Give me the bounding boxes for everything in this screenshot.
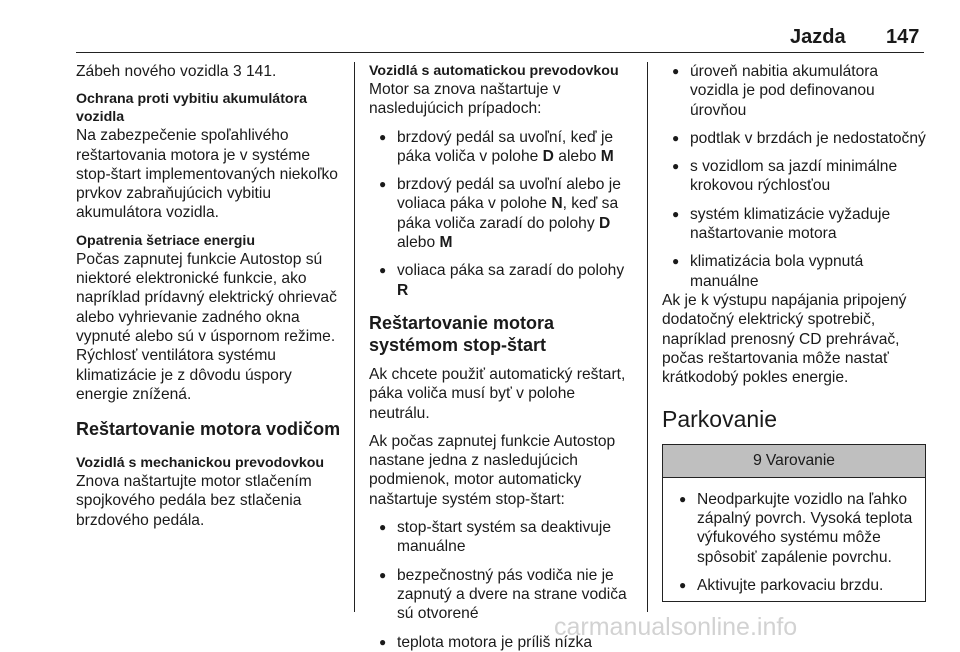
warning-icon: 9 xyxy=(753,452,762,470)
list-item: ● klimatizácia bola vypnutá manuálne xyxy=(662,252,930,291)
ref-arrow-icon: 3 xyxy=(232,63,242,80)
section-title: Jazda xyxy=(790,26,846,48)
subheading-battery: Ochrana proti vybitiu akumulátora vozidla xyxy=(76,91,307,126)
list-item: ● úroveň nabitia akumulátora vozidla je pod definovanou úrovňou xyxy=(662,62,930,120)
list-item: ● brzdový pedál sa uvoľní, keď je páka voliča v polohe D alebo M xyxy=(369,128,637,167)
list-item: ● teplota motora je príliš nízka xyxy=(369,633,637,652)
paragraph-power-drop: Ak je k výstupu napájania pripojený dodatočný elektrický spotrebič, napríklad prenosný CD prehrávač, počas reštartovania môže nastať krátkodobý pokles energie. xyxy=(662,291,907,387)
paragraph-intro: Motor sa znova naštartuje v nasledujúcich prípadoch: xyxy=(369,81,561,118)
paragraph-battery: Na zabezpečenie spoľahlivého reštartovania motora je v systéme stop-štart implementovaných niekoľko prvkov zabraňujúcich vybitiu akumulátora vozidla. xyxy=(76,127,338,222)
subheading-automatic: Vozidlá s automatickou prevodovkou xyxy=(369,63,619,79)
subheading-manual: Vozidlá s mechanickou prevodovkou xyxy=(76,455,325,472)
column-divider xyxy=(647,62,648,612)
restart-list-continued xyxy=(662,62,930,291)
page-number: 147 xyxy=(886,26,920,48)
list-item: ● s vozidlom sa jazdí minimálne krokovou rýchlosťou xyxy=(662,157,930,196)
chapter-title: Parkovanie xyxy=(662,406,778,433)
warning-title: Varovanie xyxy=(765,452,835,470)
warning-header xyxy=(663,445,925,477)
list-item: ● brzdový pedál sa uvoľní alebo je voliaca páka v polohe N, keď sa páka voliča zaradí do polohy D alebo M xyxy=(369,175,637,252)
warning-body xyxy=(663,478,925,601)
warning-box xyxy=(662,444,926,602)
paragraph-manual: Znova naštartujte motor stlačením spojkového pedála bez stlačenia brzdového pedála. xyxy=(76,473,312,529)
column-right xyxy=(662,62,930,602)
list-item: ● podtlak v brzdách je nedostatočný xyxy=(662,129,930,148)
header-rule xyxy=(76,52,924,53)
cross-reference xyxy=(76,62,344,81)
subheading-energy: Opatrenia šetriace energiu xyxy=(76,232,255,249)
list-item: ● systém klimatizácie vyžaduje naštartovanie motora xyxy=(662,205,930,244)
condition-list xyxy=(369,128,637,300)
list-item: ● Neodparkujte vozidlo na ľahko zápalný povrch. Vysoká teplota výfukového systému môže spôsobiť zapálenie povrchu. xyxy=(669,490,919,567)
column-middle xyxy=(369,62,637,652)
list-item: ● Aktivujte parkovaciu brzdu. xyxy=(669,576,919,595)
list-item: ● voliaca páka sa zaradí do polohy R xyxy=(369,261,637,300)
column-left xyxy=(76,62,344,530)
list-item: ● stop-štart systém sa deaktivuje manuálne xyxy=(369,518,637,557)
ref-text: Zábeh nového vozidla xyxy=(76,63,229,80)
list-item: ● bezpečnostný pás vodiča nie je zapnutý a dvere na strane vodiča sú otvorené xyxy=(369,566,637,624)
paragraph-conditions: Ak počas zapnutej funkcie Autostop nastane jedna z nasledujúcich podmienok, motor automaticky naštartuje systém stop-štart: xyxy=(369,432,616,508)
paragraph-energy: Počas zapnutej funkcie Autostop sú niektoré elektronické funkcie, ako napríklad prídavný elektrický ohrievač alebo vyhrievanie zadného okna vypnuté alebo sú v úspornom režime. Rýchlosť ventilátora systému klimatizácie je z dôvodu úspory energie znížená. xyxy=(76,250,337,403)
column-divider xyxy=(354,62,355,612)
watermark: carmanualsonline.info xyxy=(554,613,798,641)
heading-system-restart: Reštartovanie motora systémom stop-štart xyxy=(369,312,555,355)
heading-driver-restart: Reštartovanie motora vodičom xyxy=(76,419,341,440)
warning-list xyxy=(669,490,919,595)
paragraph-neutral: Ak chcete použiť automatický reštart, páka voliča musí byť v polohe neutrálu. xyxy=(369,365,626,422)
ref-page[interactable]: 141. xyxy=(245,63,277,80)
